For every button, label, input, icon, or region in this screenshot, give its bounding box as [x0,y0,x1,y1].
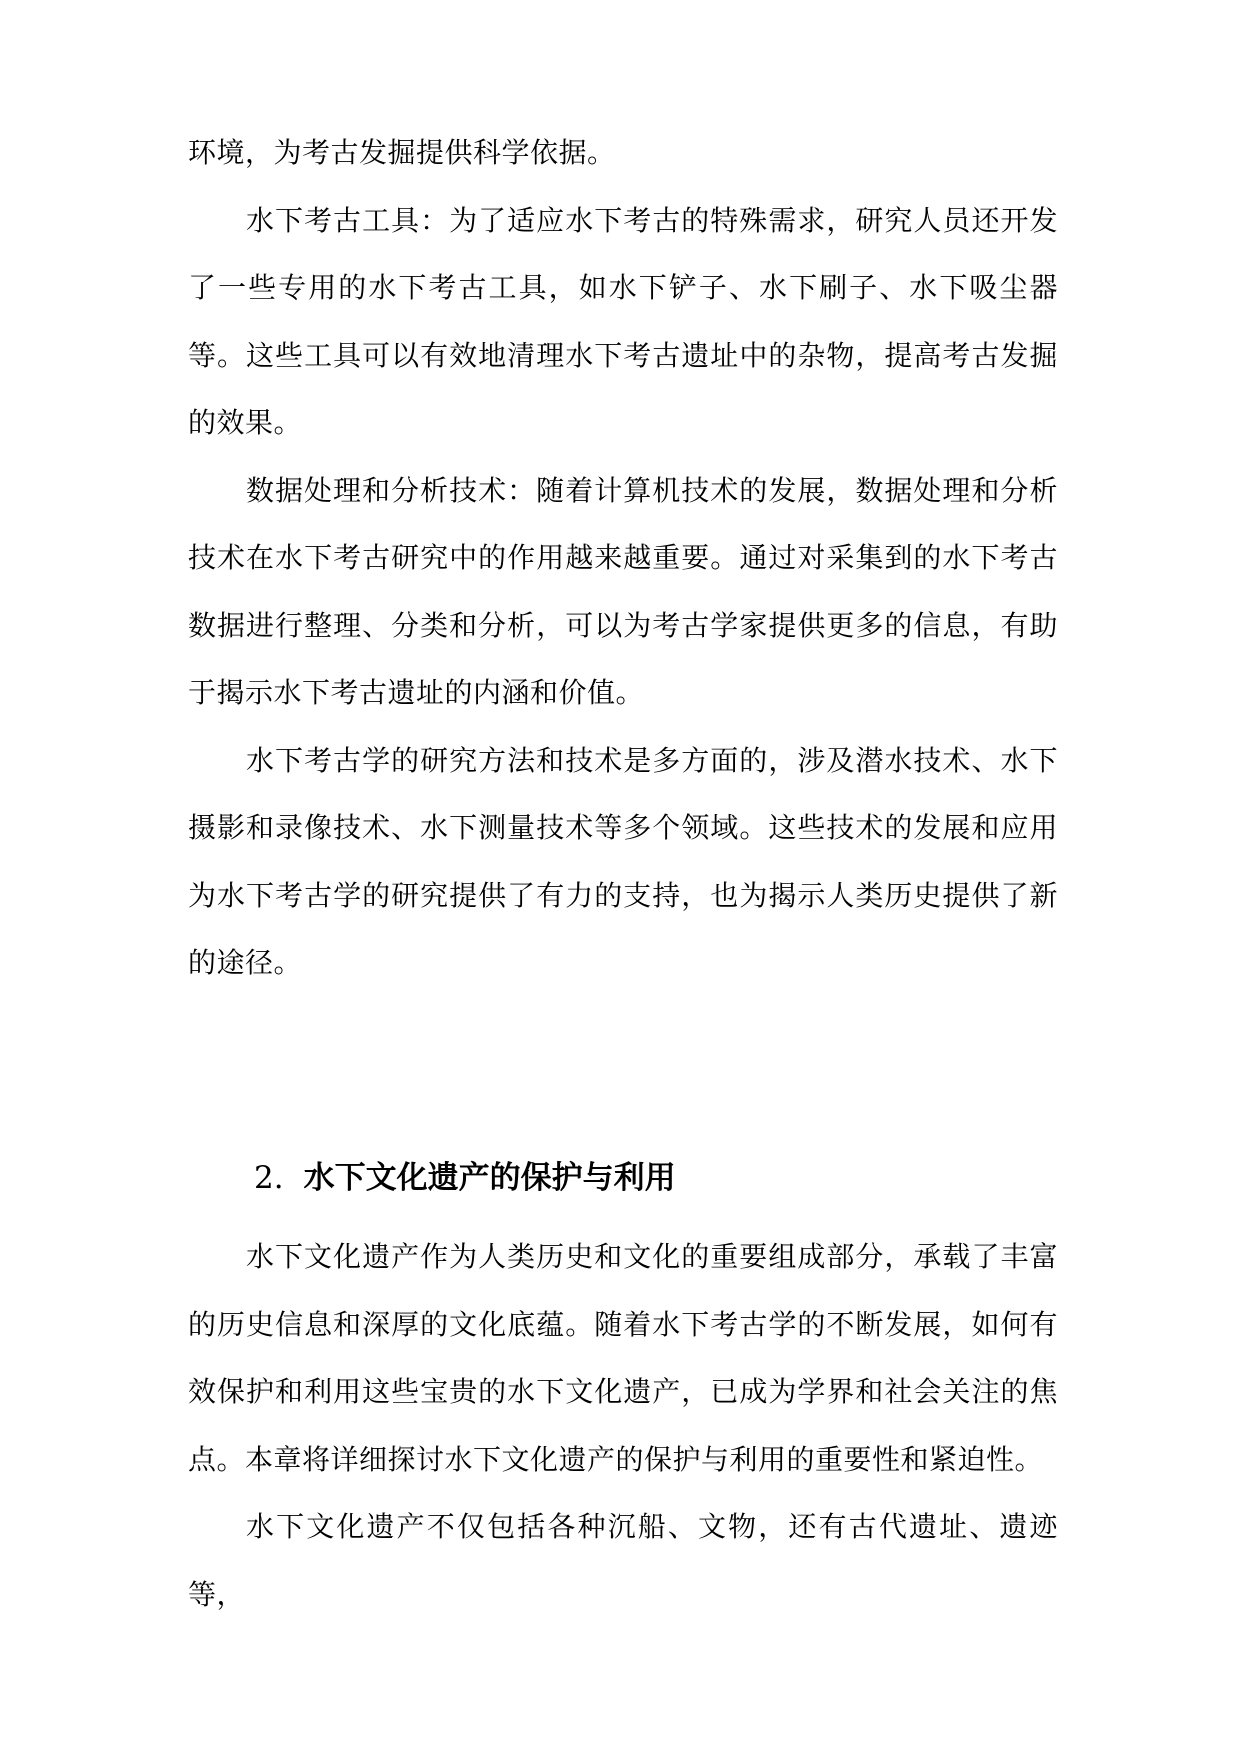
section-title: 水下文化遗产的保护与利用 [303,1160,676,1196]
section-2-body [188,1223,1058,1628]
paragraph-methods-summary: 水下考古学的研究方法和技术是多方面的，涉及潜水技术、水下摄影和录像技术、水下测量技术等多个领域。这些技术的发展和应用为水下考古学的研究提供了有力的支持，也为揭示人类历史提供了新的途径。 [188,743,1058,979]
paragraph-heritage-scope: 水下文化遗产不仅包括各种沉船、文物，还有古代遗址、遗迹等， [188,1510,1058,1611]
section-number: 2. [254,1160,284,1196]
section-heading [254,1158,676,1198]
paragraph-heritage-intro: 水下文化遗产作为人类历史和文化的重要组成部分，承载了丰富的历史信息和深厚的文化底蕴。随着水下考古学的不断发展，如何有效保护和利用这些宝贵的水下文化遗产，已成为学界和社会关注的焦点。本章将详细探讨水下文化遗产的保护与利用的重要性和紧迫性。 [188,1240,1058,1476]
paragraph-continuation: 环境，为考古发掘提供科学依据。 [188,136,616,169]
paragraph-data-processing: 数据处理和分析技术：随着计算机技术的发展，数据处理和分析技术在水下考古研究中的作用越来越重要。通过对采集到的水下考古数据进行整理、分类和分析，可以为考古学家提供更多的信息，有助于揭示水下考古遗址的内涵和价值。 [188,473,1058,709]
paragraph-underwater-tools: 水下考古工具：为了适应水下考古的特殊需求，研究人员还开发了一些专用的水下考古工具，如水下铲子、水下刷子、水下吸尘器等。这些工具可以有效地清理水下考古遗址中的杂物，提高考古发掘的效果。 [188,203,1058,439]
section-1-body [188,119,1058,997]
